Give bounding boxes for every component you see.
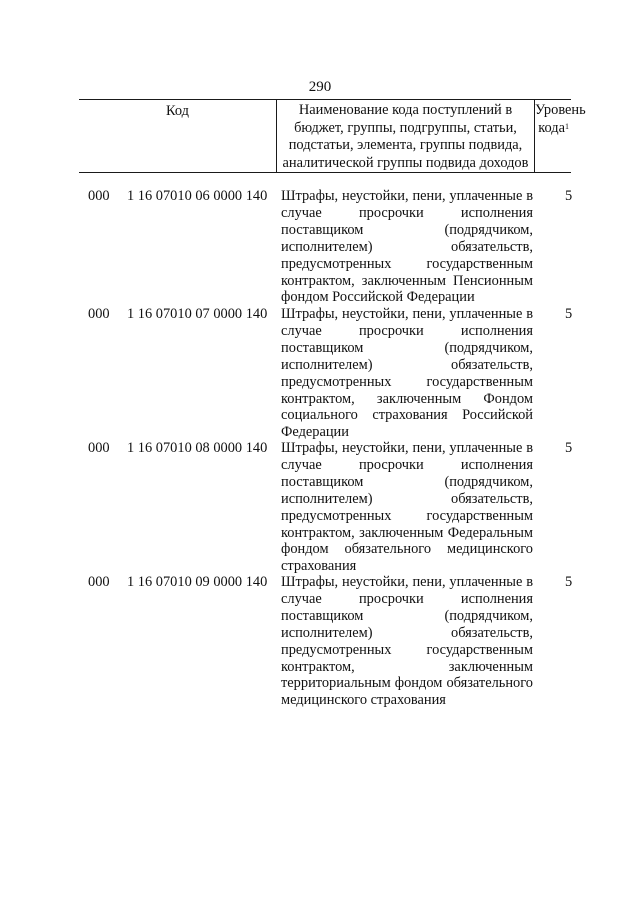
row-admin-code: 000 bbox=[88, 440, 110, 456]
row-kbk-code: 1 16 07010 06 0000 140 bbox=[127, 188, 268, 204]
row-description: Штрафы, неустойки, пени, уплаченные в случае просрочки исполнения поставщиком (подрядчиком, исполнителем) обязательств, предусмотренных государственным контрактом, заключенным Пенсионным фондом Российской Федерации bbox=[281, 188, 533, 306]
header-code: Код bbox=[166, 103, 189, 119]
row-description: Штрафы, неустойки, пени, уплаченные в случае просрочки исполнения поставщиком (подрядчиком, исполнителем) обязательств, предусмотренных государственным контрактом, заключенным Федеральным фондом обязательного медицинского страхования bbox=[281, 440, 533, 575]
row-level: 5 bbox=[565, 306, 573, 322]
page-number: 290 bbox=[308, 79, 332, 95]
row-level: 5 bbox=[565, 188, 573, 204]
row-kbk-code: 1 16 07010 07 0000 140 bbox=[127, 306, 268, 322]
header-level bbox=[535, 100, 586, 172]
header-level-code bbox=[535, 120, 569, 138]
row-kbk-code: 1 16 07010 09 0000 140 bbox=[127, 574, 268, 590]
row-level: 5 bbox=[565, 440, 573, 456]
footnote-marker: 1 bbox=[565, 121, 569, 131]
row-admin-code: 000 bbox=[88, 574, 110, 590]
table-header bbox=[79, 99, 586, 173]
row-admin-code: 000 bbox=[88, 306, 110, 322]
row-admin-code: 000 bbox=[88, 188, 110, 204]
row-level: 5 bbox=[565, 574, 573, 590]
header-level-label: Уровень bbox=[535, 102, 586, 118]
row-description: Штрафы, неустойки, пени, уплаченные в случае просрочки исполнения поставщиком (подрядчиком, исполнителем) обязательств, предусмотренных государственным контрактом, заключенным территориальным фондом обязательного медицинского страхования bbox=[281, 574, 533, 709]
row-description: Штрафы, неустойки, пени, уплаченные в случае просрочки исполнения поставщиком (подрядчиком, исполнителем) обязательств, предусмотренных государственным контрактом, заключенным Фондом социального страхования Российской Федерации bbox=[281, 306, 533, 441]
header-name: Наименование кода поступлений в бюджет, группы, подгруппы, статьи, подстатьи, элемента, группы подвида, аналитической группы подвида доходов bbox=[276, 100, 535, 172]
row-kbk-code: 1 16 07010 08 0000 140 bbox=[127, 440, 268, 456]
header-level-code-text: кода bbox=[538, 119, 565, 136]
